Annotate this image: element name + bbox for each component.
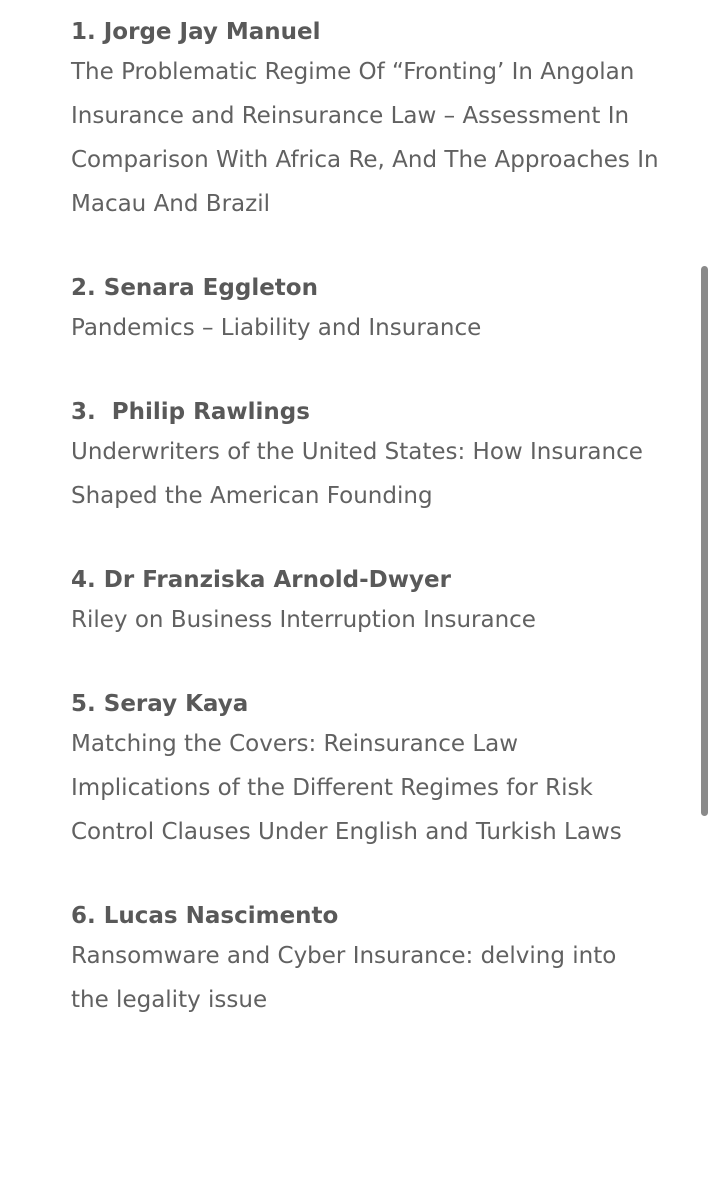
entry-author: 5. Seray Kaya (71, 691, 249, 717)
scrollbar-thumb[interactable] (701, 266, 708, 816)
entry-author: 6. Lucas Nascimento (71, 903, 339, 929)
entry-title: Ransomware and Cyber Insurance: delving into the legality issue (71, 943, 617, 1013)
entry-title: The Problematic Regime Of “Fronting’ In Angolan Insurance and Reinsurance Law – Assessment In Comparison With Africa Re, And The Approaches In Macau And Brazil (71, 59, 659, 217)
entry-author: 3. Philip Rawlings (71, 399, 310, 425)
list-item (71, 270, 661, 350)
entry-author: 2. Senara Eggleton (71, 275, 318, 301)
entry-title: Matching the Covers: Reinsurance Law Implications of the Different Regimes for Risk Control Clauses Under English and Turkish Laws (71, 731, 622, 845)
list-item (71, 14, 661, 226)
entry-list (71, 14, 661, 1066)
entry-title: Riley on Business Interruption Insurance (71, 607, 536, 633)
entry-author: 1. Jorge Jay Manuel (71, 19, 321, 45)
list-item (71, 898, 661, 1022)
entry-title: Pandemics – Liability and Insurance (71, 315, 482, 341)
entry-author: 4. Dr Franziska Arnold-Dwyer (71, 567, 451, 593)
entry-title: Underwriters of the United States: How Insurance Shaped the American Founding (71, 439, 643, 509)
list-item (71, 394, 661, 518)
list-item (71, 562, 661, 642)
list-item (71, 686, 661, 854)
